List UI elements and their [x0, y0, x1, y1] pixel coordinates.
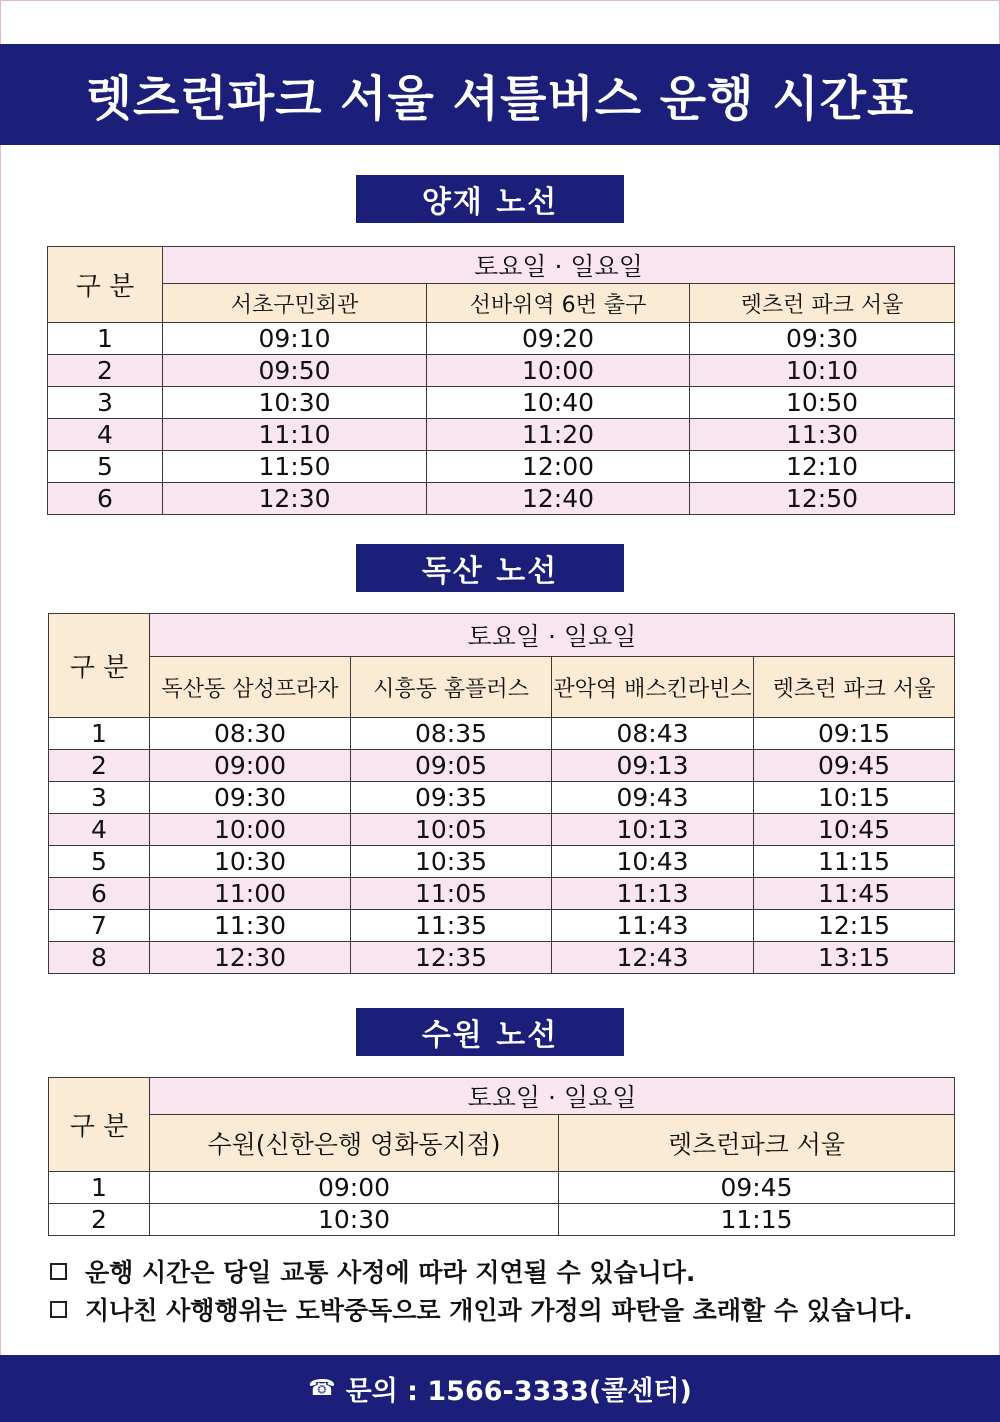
stop-header: 시흥동 홈플러스 — [351, 657, 552, 718]
table-row — [48, 483, 955, 515]
departure-time: 12:00 — [427, 451, 690, 483]
note-text: 지나친 사행행위는 도박중독으로 개인과 가정의 파탄을 초래할 수 있습니다. — [85, 1296, 913, 1325]
departure-time: 12:35 — [351, 942, 552, 974]
departure-time: 10:35 — [351, 846, 552, 878]
table-row — [49, 910, 955, 942]
departure-time: 10:30 — [150, 1204, 559, 1236]
note-item — [50, 1252, 913, 1290]
departure-time: 10:13 — [552, 814, 754, 846]
stop-header: 관악역 배스킨라빈스 — [552, 657, 754, 718]
departure-time: 10:00 — [150, 814, 351, 846]
departure-time: 11:50 — [163, 451, 427, 483]
departure-time: 08:43 — [552, 718, 754, 750]
header-gubun: 구 분 — [48, 247, 163, 323]
departure-time: 11:35 — [351, 910, 552, 942]
table-row — [48, 355, 955, 387]
stop-header: 수원(신한은행 영화동지점) — [150, 1115, 559, 1172]
table-row — [49, 718, 955, 750]
departure-time: 10:45 — [754, 814, 955, 846]
departure-time: 12:15 — [754, 910, 955, 942]
stop-header: 독산동 삼성프라자 — [150, 657, 351, 718]
departure-time: 11:43 — [552, 910, 754, 942]
row-number: 1 — [49, 1172, 150, 1204]
table-row — [49, 814, 955, 846]
departure-time: 09:50 — [163, 355, 427, 387]
departure-time: 09:10 — [163, 323, 427, 355]
table-row — [49, 846, 955, 878]
departure-time: 10:30 — [150, 846, 351, 878]
table-row — [49, 1172, 955, 1204]
departure-time: 11:45 — [754, 878, 955, 910]
table-row — [48, 387, 955, 419]
header-gubun: 구 분 — [49, 614, 150, 718]
notes — [50, 1252, 913, 1328]
row-number: 8 — [49, 942, 150, 974]
row-number: 2 — [49, 1204, 150, 1236]
contact-text: 문의 : 1566-3333(콜센터) — [345, 1376, 692, 1407]
route-title-doksan: 독산 노선 — [356, 544, 624, 592]
departure-time: 12:30 — [150, 942, 351, 974]
stop-header: 렛츠런 파크 서울 — [690, 284, 955, 323]
header-days: 토요일 · 일요일 — [150, 1078, 955, 1115]
stop-header: 서초구민회관 — [163, 284, 427, 323]
header-days: 토요일 · 일요일 — [150, 614, 955, 657]
header-gubun: 구 분 — [49, 1078, 150, 1172]
departure-time: 09:15 — [754, 718, 955, 750]
departure-time: 11:15 — [754, 846, 955, 878]
departure-time: 08:35 — [351, 718, 552, 750]
departure-time: 11:15 — [559, 1204, 955, 1236]
departure-time: 11:10 — [163, 419, 427, 451]
departure-time: 11:00 — [150, 878, 351, 910]
note-item — [50, 1290, 913, 1328]
departure-time: 09:30 — [150, 782, 351, 814]
row-number: 6 — [48, 483, 163, 515]
departure-time: 10:50 — [690, 387, 955, 419]
contact-footer — [0, 1355, 1000, 1422]
departure-time: 11:20 — [427, 419, 690, 451]
row-number: 5 — [49, 846, 150, 878]
table-row — [48, 451, 955, 483]
table-row — [48, 419, 955, 451]
departure-time: 10:43 — [552, 846, 754, 878]
row-number: 3 — [48, 387, 163, 419]
page-title: 렛츠런파크 서울 셔틀버스 운행 시간표 — [0, 44, 1000, 145]
departure-time: 13:15 — [754, 942, 955, 974]
departure-time: 09:45 — [559, 1172, 955, 1204]
departure-time: 12:50 — [690, 483, 955, 515]
timetable-suwon — [48, 1077, 955, 1236]
departure-time: 11:30 — [150, 910, 351, 942]
departure-time: 09:20 — [427, 323, 690, 355]
header-days: 토요일 · 일요일 — [163, 247, 955, 284]
note-text: 운행 시간은 당일 교통 사정에 따라 지연될 수 있습니다. — [85, 1258, 696, 1287]
row-number: 2 — [49, 750, 150, 782]
departure-time: 11:05 — [351, 878, 552, 910]
table-row — [49, 1204, 955, 1236]
row-number: 6 — [49, 878, 150, 910]
row-number: 5 — [48, 451, 163, 483]
departure-time: 09:05 — [351, 750, 552, 782]
checkbox-icon — [50, 1301, 67, 1318]
departure-time: 12:40 — [427, 483, 690, 515]
departure-time: 09:45 — [754, 750, 955, 782]
row-number: 4 — [49, 814, 150, 846]
table-row — [49, 750, 955, 782]
departure-time: 09:35 — [351, 782, 552, 814]
table-row — [49, 878, 955, 910]
table-row — [49, 782, 955, 814]
route-title-suwon: 수원 노선 — [356, 1008, 624, 1056]
stop-header: 선바위역 6번 출구 — [427, 284, 690, 323]
departure-time: 09:00 — [150, 750, 351, 782]
departure-time: 10:05 — [351, 814, 552, 846]
row-number: 1 — [49, 718, 150, 750]
departure-time: 12:43 — [552, 942, 754, 974]
departure-time: 09:13 — [552, 750, 754, 782]
route-title-yangjae: 양재 노선 — [356, 175, 624, 223]
departure-time: 10:15 — [754, 782, 955, 814]
departure-time: 10:30 — [163, 387, 427, 419]
departure-time: 11:30 — [690, 419, 955, 451]
row-number: 7 — [49, 910, 150, 942]
table-row — [49, 942, 955, 974]
departure-time: 12:10 — [690, 451, 955, 483]
row-number: 2 — [48, 355, 163, 387]
departure-time: 09:43 — [552, 782, 754, 814]
stop-header: 렛츠런 파크 서울 — [754, 657, 955, 718]
departure-time: 10:40 — [427, 387, 690, 419]
departure-time: 11:13 — [552, 878, 754, 910]
row-number: 1 — [48, 323, 163, 355]
row-number: 3 — [49, 782, 150, 814]
stop-header: 렛츠런파크 서울 — [559, 1115, 955, 1172]
departure-time: 09:00 — [150, 1172, 559, 1204]
departure-time: 10:00 — [427, 355, 690, 387]
departure-time: 09:30 — [690, 323, 955, 355]
table-row — [48, 323, 955, 355]
row-number: 4 — [48, 419, 163, 451]
phone-icon: ☎ — [308, 1376, 336, 1401]
timetable-doksan — [48, 613, 955, 974]
checkbox-icon — [50, 1263, 67, 1280]
departure-time: 12:30 — [163, 483, 427, 515]
timetable-yangjae — [47, 246, 955, 515]
departure-time: 08:30 — [150, 718, 351, 750]
departure-time: 10:10 — [690, 355, 955, 387]
